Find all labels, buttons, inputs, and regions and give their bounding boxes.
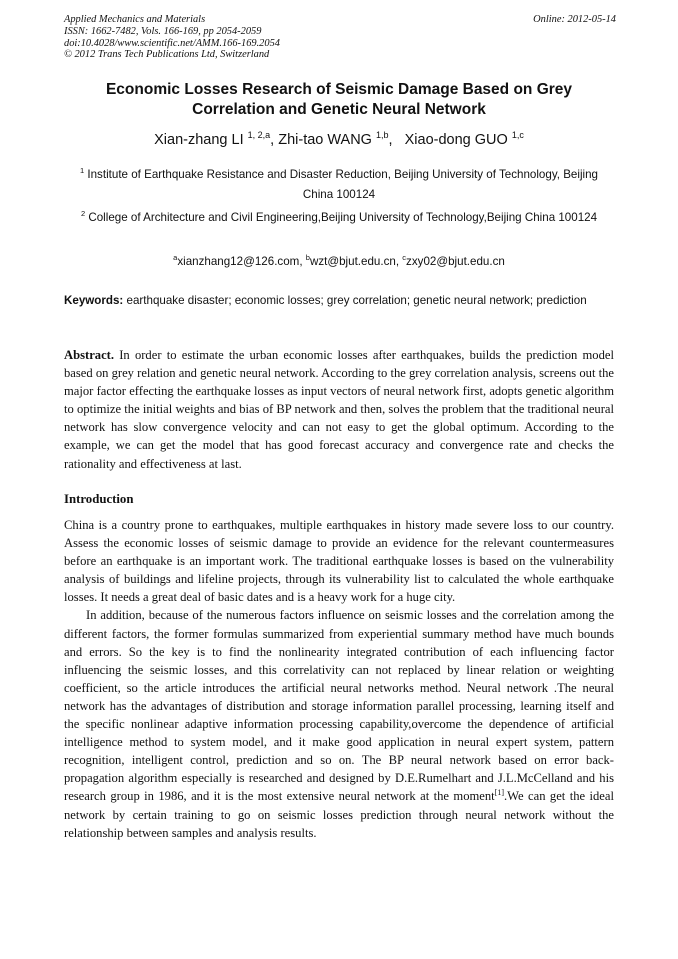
paragraph-text: .We can get the ideal network by certain training to go on seismic losses prediction through neural network without the relationship between samples and analysis results. xyxy=(64,789,614,840)
email-address: xianzhang12@126.com xyxy=(177,255,300,268)
affiliation-mark: 2 xyxy=(80,209,86,218)
author-affil-mark: 1,b xyxy=(376,130,389,140)
author-affil-mark: 1, 2,a xyxy=(247,130,271,140)
paper-title: Economic Losses Research of Seismic Damage Based on Grey Correlation and Genetic Neural Network xyxy=(105,81,573,118)
keywords-label: Keywords: xyxy=(64,294,124,307)
section-heading-introduction: Introduction xyxy=(64,492,134,506)
abstract-label: Abstract. xyxy=(64,348,115,362)
affiliation-text: College of Architecture and Civil Engineering,Beijing University of Technology,Beijing China 100124 xyxy=(88,211,598,224)
email-mark: a xyxy=(173,253,178,262)
journal-header xyxy=(64,14,616,61)
paragraph: China is a country prone to earthquakes, multiple earthquakes in history made severe loss to our country. Assess the economic losses of seismic damage to provide an evidence for the relevant countermeasures before an earthquake is an important work. The traditional earthquake losses is based on the vulnerability analysis of buildings and lifeline projects, through its vulnerability list to calculated the whole earthquake losses. It needs a great deal of basic dates and is a heavy work for a huge city. xyxy=(64,518,614,605)
author-affil-mark: 1,c xyxy=(511,130,524,140)
keywords xyxy=(64,291,614,310)
paragraph-text: In addition, because of the numerous factors influence on seismic losses and the correlation among the different factors, the former formulas summarized from experiential summary method have much bounds and errors. So the key is to find the nonlinearity integrated contribution of each influencing factor influencing the seismic losses, and this correlativity can not replaced by linear relation or weighting coefficient, so the article introduces the artificial neural networks method. Neural network .The neural network has the advantages of distribution and storage information parallel processing, learning itself and the specific nonlinear adaptive information processing capability,overcome the dependence of artificial intelligence method to system model, and it make good application in neural expert system, pattern recognition, intelligent control, prediction and so on. The BP neural network based on error back-propagation algorithm especially is researched and designed by D.E.Rumelhart and J.L.McCelland and his research group in 1986, and it is the most extensive neural network at the moment xyxy=(64,608,614,804)
abstract xyxy=(64,346,614,473)
citation-ref: [1] xyxy=(494,788,505,798)
abstract-text: In order to estimate the urban economic losses after earthquakes, builds the prediction model based on grey relation and genetic neural network. According to the grey correlation analysis, screens out the major factor effecting the earthquake losses as input vectors of neural network first, adopts genetic algorithm to optimize the initial weights and bias of BP network and then, solves the problem that the traditional neural network has slow convergence velocity and can not easy to get the global optimum. According to the example, we can get the model that has good forecast accuracy and convergence rate and checks the rationality and effectiveness at last. xyxy=(64,348,614,471)
author-list: Xian-zhang LI $^{1, 2,a}$, Zhi-tao WANG $^{1,b}$, Xiao-dong GUO $^{1,c}$ xyxy=(154,130,524,148)
affiliation-text: Institute of Earthquake Resistance and Disaster Reduction, Beijing University of Technology, Beijing China 100124 xyxy=(87,168,599,201)
author-emails: $^a$xianzhang12@126.com, $^b$wzt@bjut.edu.cn, $^c$zxy02@bjut.edu.cn xyxy=(173,253,505,268)
introduction-body xyxy=(64,516,614,842)
journal-name: Applied Mechanics and Materials xyxy=(64,14,206,25)
online-date: Online: 2012-05-14 xyxy=(533,14,616,25)
author-name: Xiao-dong GUO xyxy=(404,132,508,148)
email-address: wzt@bjut.edu.cn xyxy=(309,255,396,268)
journal-copyright: © 2012 Trans Tech Publications Ltd, Switzerland xyxy=(64,49,270,61)
author-name: Xian-zhang LI xyxy=(154,132,244,148)
email-address: zxy02@bjut.edu.cn xyxy=(406,255,505,268)
affiliation-mark: 1 xyxy=(79,166,85,175)
email-mark: c xyxy=(402,253,407,262)
keywords-text: earthquake disaster; economic losses; grey correlation; genetic neural network; prediction xyxy=(126,294,587,307)
journal-issn: ISSN: 1662-7482, Vols. 166-169, pp 2054-2059 xyxy=(64,25,262,37)
email-mark: b xyxy=(305,253,310,262)
affiliation-1 xyxy=(64,165,614,204)
paragraph xyxy=(64,606,614,841)
affiliation-2 xyxy=(64,208,614,228)
journal-doi: doi:10.4028/www.scientific.net/AMM.166-169.2054 xyxy=(64,37,280,49)
author-name: Zhi-tao WANG xyxy=(278,132,372,148)
